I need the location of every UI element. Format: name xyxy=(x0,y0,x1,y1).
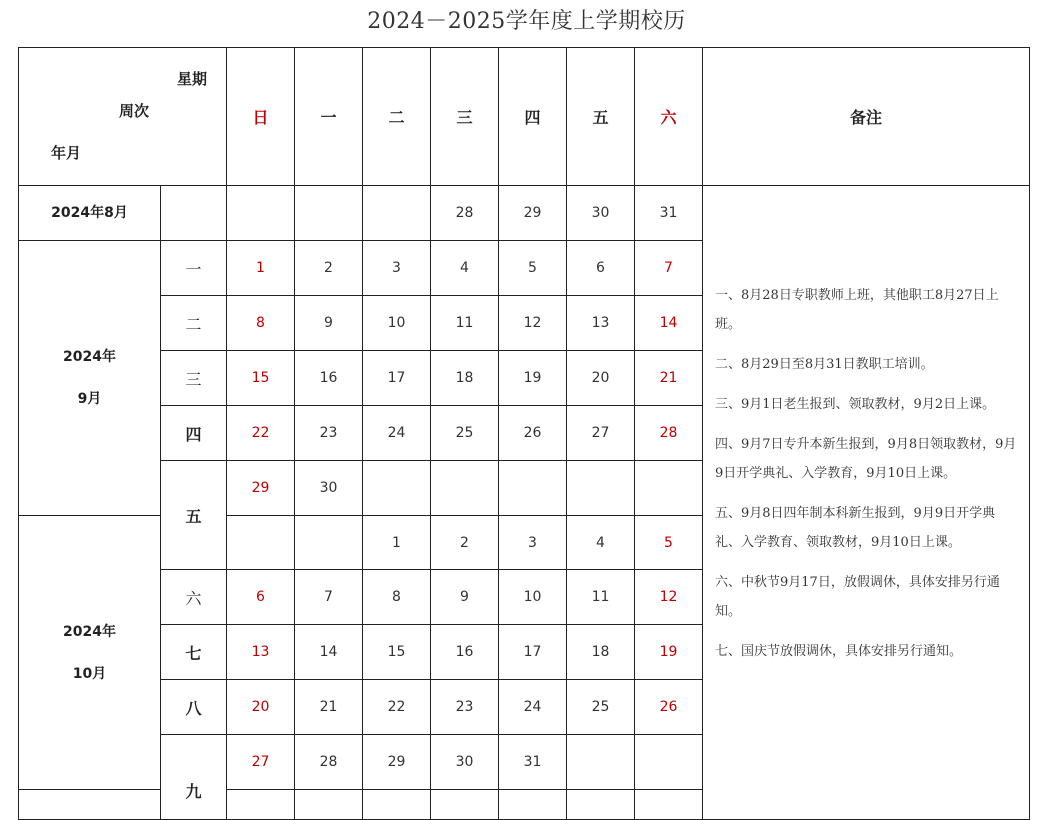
date-cell xyxy=(227,790,295,820)
date-cell: 16 xyxy=(295,351,363,406)
date-cell: 31 xyxy=(499,735,567,790)
date-cell: 5 xyxy=(499,241,567,296)
date-cell xyxy=(635,461,703,516)
date-cell: 9 xyxy=(295,296,363,351)
date-cell: 20 xyxy=(567,351,635,406)
date-cell xyxy=(499,461,567,516)
date-cell: 14 xyxy=(635,296,703,351)
date-cell: 11 xyxy=(567,570,635,625)
date-cell: 17 xyxy=(499,625,567,680)
date-cell xyxy=(295,186,363,241)
page-title: 2024－2025学年度上学期校历 xyxy=(367,9,686,34)
date-cell: 17 xyxy=(363,351,431,406)
week-number: 一 xyxy=(161,241,227,296)
date-cell xyxy=(499,790,567,820)
date-cell: 3 xyxy=(363,241,431,296)
date-cell: 26 xyxy=(499,406,567,461)
date-cell: 6 xyxy=(567,241,635,296)
date-cell xyxy=(363,461,431,516)
date-cell: 15 xyxy=(363,625,431,680)
date-cell xyxy=(635,735,703,790)
header-day-tue: 二 xyxy=(363,48,431,186)
date-cell: 14 xyxy=(295,625,363,680)
date-cell: 12 xyxy=(635,570,703,625)
date-cell: 7 xyxy=(635,241,703,296)
remarks-cell xyxy=(703,186,1030,820)
corner-month-label: 年月 xyxy=(51,144,82,162)
date-cell: 4 xyxy=(567,516,635,570)
date-cell: 22 xyxy=(363,680,431,735)
month-month-text: 9月 xyxy=(77,391,102,407)
date-cell: 13 xyxy=(567,296,635,351)
month-label-partial xyxy=(19,790,161,820)
date-cell: 21 xyxy=(295,680,363,735)
date-cell xyxy=(567,735,635,790)
week-number: 六 xyxy=(161,570,227,625)
header-row xyxy=(19,48,1030,186)
header-day-thu: 四 xyxy=(499,48,567,186)
week-cell-empty xyxy=(161,186,227,241)
date-cell: 27 xyxy=(567,406,635,461)
date-cell: 30 xyxy=(431,735,499,790)
week-number: 五 xyxy=(161,461,227,570)
date-cell: 28 xyxy=(295,735,363,790)
header-day-sat: 六 xyxy=(635,48,703,186)
date-cell: 30 xyxy=(567,186,635,241)
date-cell: 25 xyxy=(431,406,499,461)
date-cell: 10 xyxy=(499,570,567,625)
week-number: 四 xyxy=(161,406,227,461)
header-day-sun: 日 xyxy=(227,48,295,186)
date-cell xyxy=(295,790,363,820)
date-cell: 1 xyxy=(227,241,295,296)
corner-header-cell xyxy=(19,48,227,186)
date-cell xyxy=(635,790,703,820)
remark-item: 三、9月1日老生报到、领取教材，9月2日上课。 xyxy=(715,397,996,412)
date-cell: 25 xyxy=(567,680,635,735)
date-cell: 19 xyxy=(499,351,567,406)
month-label-aug: 2024年8月 xyxy=(19,186,161,241)
week-number: 九 xyxy=(161,735,227,820)
date-cell: 9 xyxy=(431,570,499,625)
date-cell: 10 xyxy=(363,296,431,351)
school-calendar-table xyxy=(18,47,1030,820)
month-year-text: 2024年 xyxy=(63,349,116,365)
month-year-text: 2024年 xyxy=(63,623,116,640)
date-cell xyxy=(227,186,295,241)
remark-item: 六、中秋节9月17日，放假调休，具体安排另行通知。 xyxy=(715,575,1000,619)
date-cell: 11 xyxy=(431,296,499,351)
header-day-wed: 三 xyxy=(431,48,499,186)
header-remarks: 备注 xyxy=(703,48,1030,186)
remark-item: 四、9月7日专升本新生报到，9月8日领取教材，9月9日开学典礼、入学教育，9月10日上课。 xyxy=(715,437,1017,481)
week-number: 七 xyxy=(161,625,227,680)
date-cell: 19 xyxy=(635,625,703,680)
date-cell xyxy=(431,461,499,516)
date-cell: 27 xyxy=(227,735,295,790)
date-cell: 29 xyxy=(227,461,295,516)
date-cell: 26 xyxy=(635,680,703,735)
date-cell: 12 xyxy=(499,296,567,351)
date-cell: 18 xyxy=(431,351,499,406)
date-cell xyxy=(431,790,499,820)
month-label-sep xyxy=(19,241,161,516)
date-cell: 15 xyxy=(227,351,295,406)
date-cell: 13 xyxy=(227,625,295,680)
date-cell xyxy=(363,790,431,820)
date-cell: 1 xyxy=(363,516,431,570)
date-cell: 8 xyxy=(227,296,295,351)
header-day-mon: 一 xyxy=(295,48,363,186)
date-cell: 21 xyxy=(635,351,703,406)
date-cell: 23 xyxy=(431,680,499,735)
date-cell: 24 xyxy=(363,406,431,461)
date-cell: 28 xyxy=(431,186,499,241)
remark-item: 七、国庆节放假调休，具体安排另行通知。 xyxy=(715,644,963,659)
header-day-fri: 五 xyxy=(567,48,635,186)
date-cell: 18 xyxy=(567,625,635,680)
date-cell: 23 xyxy=(295,406,363,461)
date-cell: 24 xyxy=(499,680,567,735)
date-cell xyxy=(363,186,431,241)
corner-weekday-label: 星期 xyxy=(177,70,208,88)
date-cell: 3 xyxy=(499,516,567,570)
month-label-oct xyxy=(19,516,161,790)
week-number: 八 xyxy=(161,680,227,735)
date-cell xyxy=(295,516,363,570)
date-cell: 2 xyxy=(295,241,363,296)
date-cell xyxy=(567,790,635,820)
date-cell: 16 xyxy=(431,625,499,680)
date-cell: 28 xyxy=(635,406,703,461)
date-cell: 20 xyxy=(227,680,295,735)
date-cell: 30 xyxy=(295,461,363,516)
date-cell: 22 xyxy=(227,406,295,461)
week-number: 三 xyxy=(161,351,227,406)
week-number: 二 xyxy=(161,296,227,351)
remark-item: 一、8月28日专职教师上班，其他职工8月27日上班。 xyxy=(715,288,999,332)
month-month-text: 10月 xyxy=(72,665,107,682)
date-cell: 29 xyxy=(499,186,567,241)
date-cell: 7 xyxy=(295,570,363,625)
remark-item: 二、8月29日至8月31日教职工培训。 xyxy=(715,357,934,372)
date-cell xyxy=(227,516,295,570)
date-cell: 4 xyxy=(431,241,499,296)
calendar-row-aug xyxy=(19,186,1030,241)
corner-week-label: 周次 xyxy=(119,102,150,120)
date-cell: 8 xyxy=(363,570,431,625)
date-cell: 2 xyxy=(431,516,499,570)
date-cell xyxy=(567,461,635,516)
date-cell: 31 xyxy=(635,186,703,241)
date-cell: 29 xyxy=(363,735,431,790)
date-cell: 6 xyxy=(227,570,295,625)
date-cell: 5 xyxy=(635,516,703,570)
remark-item: 五、9月8日四年制本科新生报到，9月9日开学典礼、入学教育、领取教材，9月10日上课。 xyxy=(715,506,996,550)
